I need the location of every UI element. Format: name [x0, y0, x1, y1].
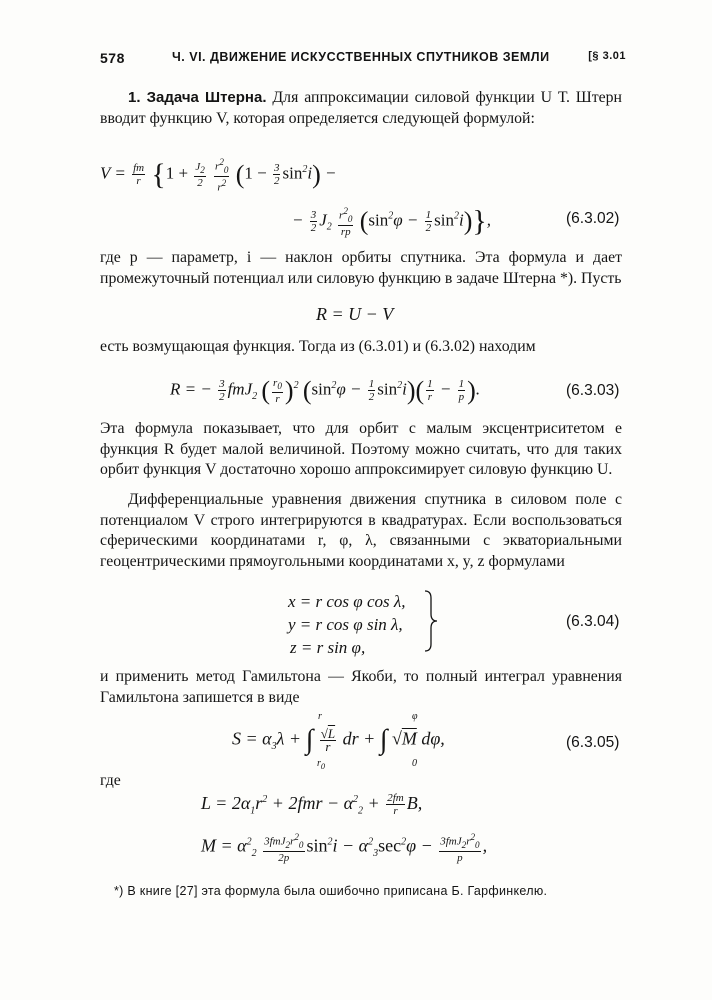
- equation-V-line2: − $\frac{3}{2}$ $J_2$ $\frac{r^2_0}{rp}$ ($\sin^2\varphi$ − $\frac{1}{2}$ $\sin^2i$)},: [292, 204, 492, 238]
- paragraph-1: [100, 88, 622, 129]
- equation-number-6-3-03: (6.3.03): [566, 382, 620, 399]
- section-ref: [§ 3.01: [588, 50, 626, 62]
- limit-lower-r0: $r_0$: [317, 758, 326, 771]
- footnote: *) В книге [27] эта формула была ошибочно приписана Б. Гарфинкелю.: [114, 884, 548, 898]
- equation-R-expression: R = − $\frac{3}{2}$ fmJ$_2$ ( $\frac{r_0}{r}$ )$^2$ ($\sin^2\varphi$ − $\frac{1}{2}$ $\sin^2i$)( $\frac{1}{r}$ − $\frac{1}{p}$ ).: [170, 375, 481, 405]
- chapter-title: Ч. VI. ДВИЖЕНИЕ ИСКУССТВЕННЫХ СПУТНИКОВ ЗЕМЛИ: [172, 50, 550, 64]
- equation-x: x = r cos φ cos λ,: [288, 592, 406, 611]
- running-header: [100, 50, 626, 70]
- equation-number-6-3-05: (6.3.05): [566, 734, 620, 751]
- paragraph-3: есть возмущающая функция. Тогда из (6.3.01) и (6.3.02) находим: [100, 338, 536, 355]
- paragraph-2: где p — параметр, i — наклон орбиты спутника. Эта формула и дает промежуточный потенциал или силовую функцию в задаче Штерна *). Пусть: [100, 249, 622, 287]
- limit-upper-phi: φ: [412, 711, 418, 722]
- page-number: 578: [100, 50, 125, 66]
- right-brace: [423, 590, 439, 652]
- equation-V-line1: V = $\frac{fm}{r}$ {1 + $\frac{J_2}{2}$ $\frac{r^2_0}{r^2}$ (1 − $\frac{3}{2}$ $\sin^2i$) −: [100, 157, 337, 194]
- equation-number-6-3-04: (6.3.04): [566, 613, 620, 630]
- equation-M: $M = \alpha^2_2$ $3fmJ_2r^2_0$ 2p $\sin^2i - \alpha^2_3\sec^2\varphi$ − $3fmJ_2r^2_0$ p ,: [201, 832, 488, 864]
- paragraph-4: Эта формула показывает, что для орбит с малым эксцентриситетом e функция R будет малой величиной. Поэтому можно считать, что для таких орбит функция V достаточно хорошо аппроксимирует силовую функцию U.: [100, 420, 622, 478]
- equation-S: $S = \alpha_3\lambda$ + ∫ $\frac{√L}{r}$ dr + ∫ √M dφ,: [232, 724, 445, 756]
- paragraph-5: Дифференциальные уравнения движения спутника в силовом поле с потенциалом V строго интегрируются в квадратурах. Если воспользоваться сферическими координатами r, φ, λ, связанными с экваториальными геоцентрическими прямоугольными координатами x, y, z формулами: [100, 491, 622, 570]
- equation-y: y = r cos φ sin λ,: [288, 615, 403, 634]
- paragraph-6: и применить метод Гамильтона — Якоби, то полный интеграл уравнения Гамильтона запишется в виде: [100, 668, 622, 706]
- equation-z: z = r sin φ,: [290, 638, 366, 657]
- limit-upper-r: r: [318, 711, 322, 722]
- section-heading: 1. Задача Штерна.: [128, 89, 267, 106]
- paragraph-1-text: Для аппроксимации силовой функции U Т. Штерн вводит функцию V, которая определяется следующей формулой:: [100, 89, 622, 127]
- equation-R-definition: R = U − V: [316, 304, 394, 324]
- paragraph-7: где: [100, 772, 121, 789]
- limit-lower-zero: 0: [412, 758, 417, 769]
- equation-L: $L = 2\alpha_1r^2 + 2fmr - \alpha^2_2$ + $\frac{2fm}{r}$ B,: [201, 792, 423, 818]
- equation-number-6-3-02: (6.3.02): [566, 210, 620, 227]
